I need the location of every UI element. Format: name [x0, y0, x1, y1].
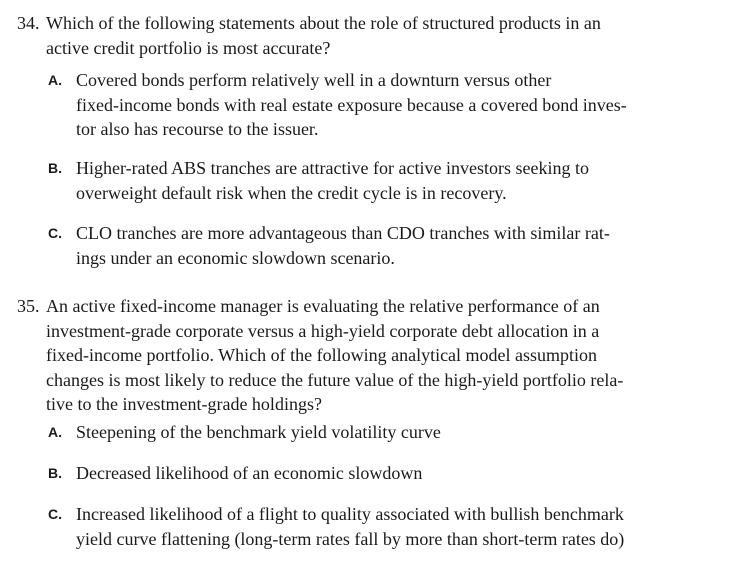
question-34 — [17, 11, 717, 60]
stem-line: tive to the investment-grade holdings? — [46, 394, 322, 414]
stem-line: An active fixed-income manager is evaluating the relative performance of an — [46, 296, 600, 316]
option-line: fixed-income bonds with real estate exposure because a covered bond inves- — [76, 94, 627, 115]
option-line: Steepening of the benchmark yield volatility curve — [76, 422, 441, 442]
option-line: Higher-rated ABS tranches are attractive for active investors seeking to — [76, 158, 589, 178]
option-letter: A. — [48, 424, 62, 440]
stem-line: fixed-income portfolio. Which of the following analytical model assumption — [46, 345, 598, 365]
question-35-option-b — [48, 461, 422, 486]
question-34-stem — [17, 11, 717, 60]
question-34-option-b — [48, 156, 589, 205]
option-line: Increased likelihood of a flight to quality associated with bullish benchmark — [76, 504, 624, 524]
option-line: ings under an economic slowdown scenario. — [76, 247, 395, 268]
question-number: 35. — [17, 296, 40, 316]
option-line: Decreased likelihood of an economic slowdown — [76, 463, 423, 483]
option-letter: B. — [48, 465, 62, 481]
question-34-option-c — [48, 221, 610, 270]
option-letter: C. — [48, 506, 62, 522]
option-letter: C. — [48, 225, 62, 241]
question-35-stem — [17, 294, 717, 417]
option-line: CLO tranches are more advantageous than CDO tranches with similar rat- — [76, 223, 610, 243]
option-line: overweight default risk when the credit cycle is in recovery. — [76, 182, 507, 203]
question-35 — [17, 294, 717, 417]
question-35-option-a — [48, 420, 441, 445]
question-number: 34. — [17, 13, 40, 33]
option-line: yield curve flattening (long-term rates fall by more than short-term rates do) — [76, 528, 625, 549]
option-line: tor also has recourse to the issuer. — [76, 119, 319, 139]
option-line: Covered bonds perform relatively well in a downturn versus other — [76, 70, 552, 90]
stem-line: active credit portfolio is most accurate? — [46, 37, 331, 58]
question-35-option-c — [48, 502, 624, 551]
question-34-option-a — [48, 68, 627, 142]
option-letter: A. — [48, 72, 62, 88]
stem-line: investment-grade corporate versus a high-yield corporate debt allocation in a — [46, 320, 600, 341]
option-letter: B. — [48, 160, 62, 176]
stem-line: changes is most likely to reduce the future value of the high-yield portfolio rela- — [46, 369, 624, 390]
stem-line: Which of the following statements about the role of structured products in an — [46, 13, 601, 33]
